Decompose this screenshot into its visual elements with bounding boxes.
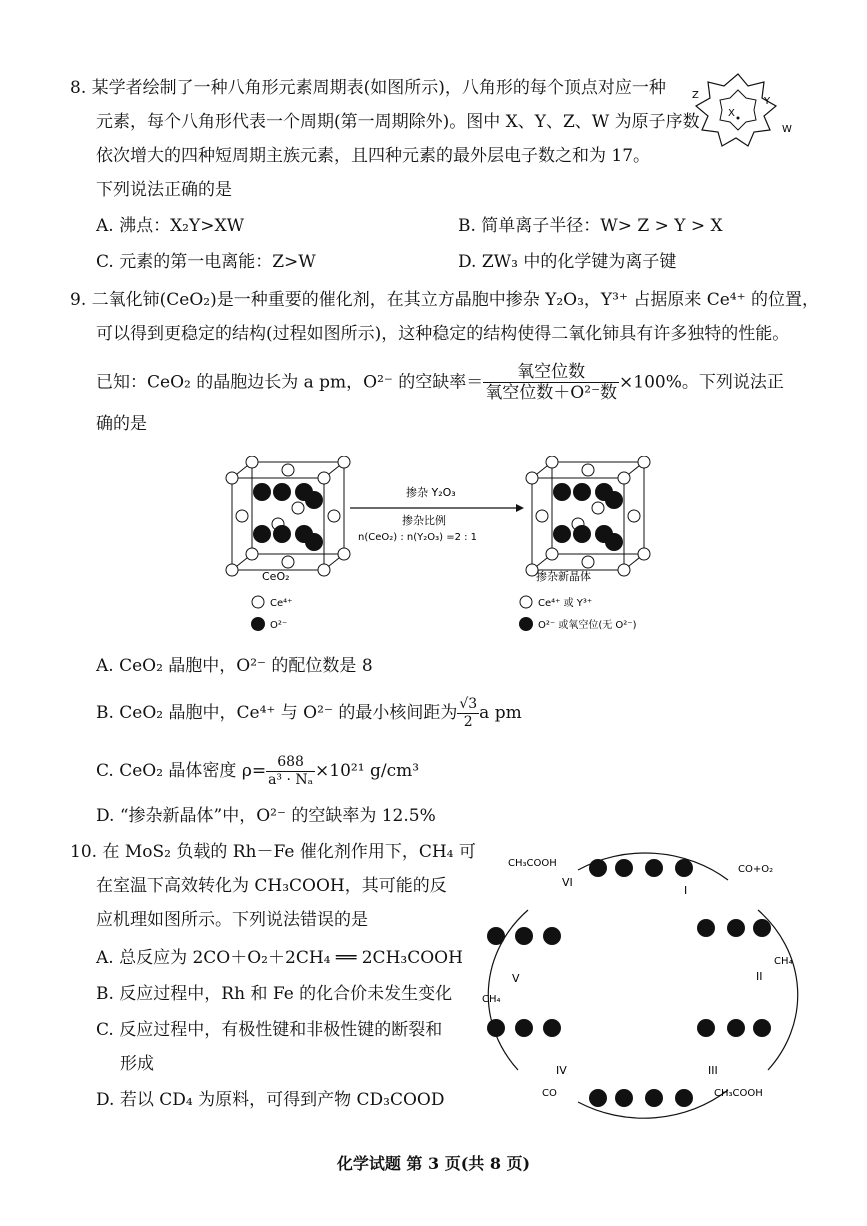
- q10-line-1: 10. 在 MoS₂ 负载的 Rh－Fe 催化剂作用下，CH₄ 可: [70, 842, 476, 862]
- fraction-denominator: 氧空位数＋O²⁻数: [485, 383, 618, 404]
- fraction-numerator: 氧空位数: [483, 362, 619, 383]
- step-6-label: VI: [562, 876, 573, 889]
- density-denominator: a³ · Nₐ: [268, 771, 314, 788]
- q10-option-b: B. 反应过程中，Rh 和 Fe 的化合价未发生变化: [96, 984, 453, 1004]
- arrow-label-mid: 掺杂比例: [402, 514, 446, 527]
- q9-line-1: 9. 二氧化铈(CeO₂)是一种重要的催化剂，在其立方晶胞中掺杂 Y₂O₃，Y³⁺ 占据原来 Ce⁴⁺ 的位置，: [70, 290, 819, 310]
- q9-option-c-pre: C. CeO₂ 晶体密度 ρ=: [96, 760, 267, 781]
- density-numerator: 688: [266, 754, 315, 772]
- q9-option-b: [96, 696, 522, 731]
- q9-line-3: [96, 362, 784, 404]
- left-legend-1: Ce⁴⁺: [270, 598, 293, 609]
- doped-unit-cell: [526, 456, 650, 576]
- q10-option-a: A. 总反应为 2CO＋O₂＋2CH₄ ══ 2CH₃COOH: [96, 948, 463, 968]
- q8-line-3: 依次增大的四种短周期主族元素，且四种元素的最外层电子数之和为 17。: [96, 146, 651, 166]
- step-2-label: II: [756, 970, 763, 983]
- right-legend-2: O²⁻ 或氧空位(无 O²⁻): [538, 620, 637, 631]
- reaction-mechanism-cycle: [478, 840, 808, 1130]
- q9-line-4: 确的是: [96, 414, 147, 434]
- output-acid-top: CH₃COOH: [508, 858, 557, 869]
- q9-option-a: A. CeO₂ 晶胞中，O²⁻ 的配位数是 8: [96, 656, 373, 676]
- step-5-label: V: [512, 972, 520, 985]
- q9-line-3-post: ×100%。下列说法正: [619, 372, 784, 393]
- output-acid-bottom: CH₃COOH: [714, 1088, 763, 1099]
- q10-line-2: 在室温下高效转化为 CH₃COOH，其可能的反: [96, 876, 447, 896]
- right-legend-1: Ce⁴⁺ 或 Y³⁺: [538, 598, 593, 609]
- q10-option-c-line-2: 形成: [120, 1054, 154, 1074]
- step-4-label: IV: [556, 1064, 567, 1077]
- q8-option-a: A. 沸点：X₂Y>XW: [96, 216, 245, 236]
- crystal-doping-figure: [220, 456, 680, 642]
- input-ch4-right: CH₄: [774, 956, 793, 967]
- distance-fraction: [457, 696, 479, 731]
- right-cell-name: 掺杂新晶体: [536, 570, 591, 583]
- page-footer: 化学试题 第 3 页(共 8 页): [336, 1154, 531, 1173]
- step-1-label: I: [684, 884, 688, 897]
- q9-line-2: 可以得到更稳定的结构(过程如图所示)，这种稳定的结构使得二氧化铈具有许多独特的性能。: [96, 324, 790, 344]
- q9-option-c: [96, 754, 419, 789]
- q8-option-d: D. ZW₃ 中的化学键为离子键: [458, 252, 677, 272]
- q8-line-1: 8. 某学者绘制了一种八角形元素周期表(如图所示)，八角形的每个顶点对应一种: [70, 78, 666, 98]
- q10-line-3: 应机理如图所示。下列说法错误的是: [96, 910, 368, 930]
- q10-option-d: D. 若以 CD₄ 为原料，可得到产物 CD₃COOD: [96, 1090, 445, 1110]
- q8-option-c: C. 元素的第一电离能：Z>W: [96, 252, 316, 272]
- q8-line-2: 元素，每个八角形代表一个周期(第一周期除外)。图中 X、Y、Z、W 为原子序数: [96, 112, 700, 132]
- density-fraction: [266, 754, 315, 789]
- left-cell-name: CeO₂: [262, 570, 290, 583]
- q9-line-3-pre: 已知：CeO₂ 的晶胞边长为 a pm，O²⁻ 的空缺率＝: [96, 372, 484, 393]
- vacancy-rate-fraction: [483, 362, 619, 404]
- fig-label-x: X: [728, 108, 735, 119]
- fig-label-y: Y: [764, 96, 771, 107]
- q8-option-b: B. 简单离子半径：W> Z > Y > X: [458, 216, 723, 236]
- q9-option-b-post: a pm: [479, 702, 522, 723]
- q10-option-c-line-1: C. 反应过程中，有极性键和非极性键的断裂和: [96, 1020, 443, 1040]
- q9-option-c-post: ×10²¹ g/cm³: [315, 760, 420, 781]
- ceo2-unit-cell: [226, 456, 350, 576]
- q9-option-b-pre: B. CeO₂ 晶胞中，Ce⁴⁺ 与 O²⁻ 的最小核间距为: [96, 702, 458, 723]
- arrow-label-bottom: n(CeO₂) : n(Y₂O₃) =2 : 1: [358, 532, 478, 543]
- input-co: CO: [542, 1088, 557, 1099]
- q9-option-d: D. “掺杂新晶体”中，O²⁻ 的空缺率为 12.5%: [96, 806, 436, 826]
- arrow-label-top: 掺杂 Y₂O₃: [406, 486, 456, 499]
- octagon-periodic-table-figure: [690, 68, 800, 158]
- q8-line-4: 下列说法正确的是: [96, 180, 232, 200]
- input-ch4-left: CH₄: [482, 994, 501, 1005]
- fig-label-z: Z: [692, 90, 699, 101]
- input-co-o2: CO+O₂: [738, 864, 774, 875]
- distance-numerator: √3: [459, 696, 478, 712]
- step-3-label: III: [708, 1064, 718, 1077]
- fig-label-w: W: [782, 124, 792, 135]
- distance-denominator: 2: [463, 713, 473, 730]
- left-legend-2: O²⁻: [270, 620, 288, 631]
